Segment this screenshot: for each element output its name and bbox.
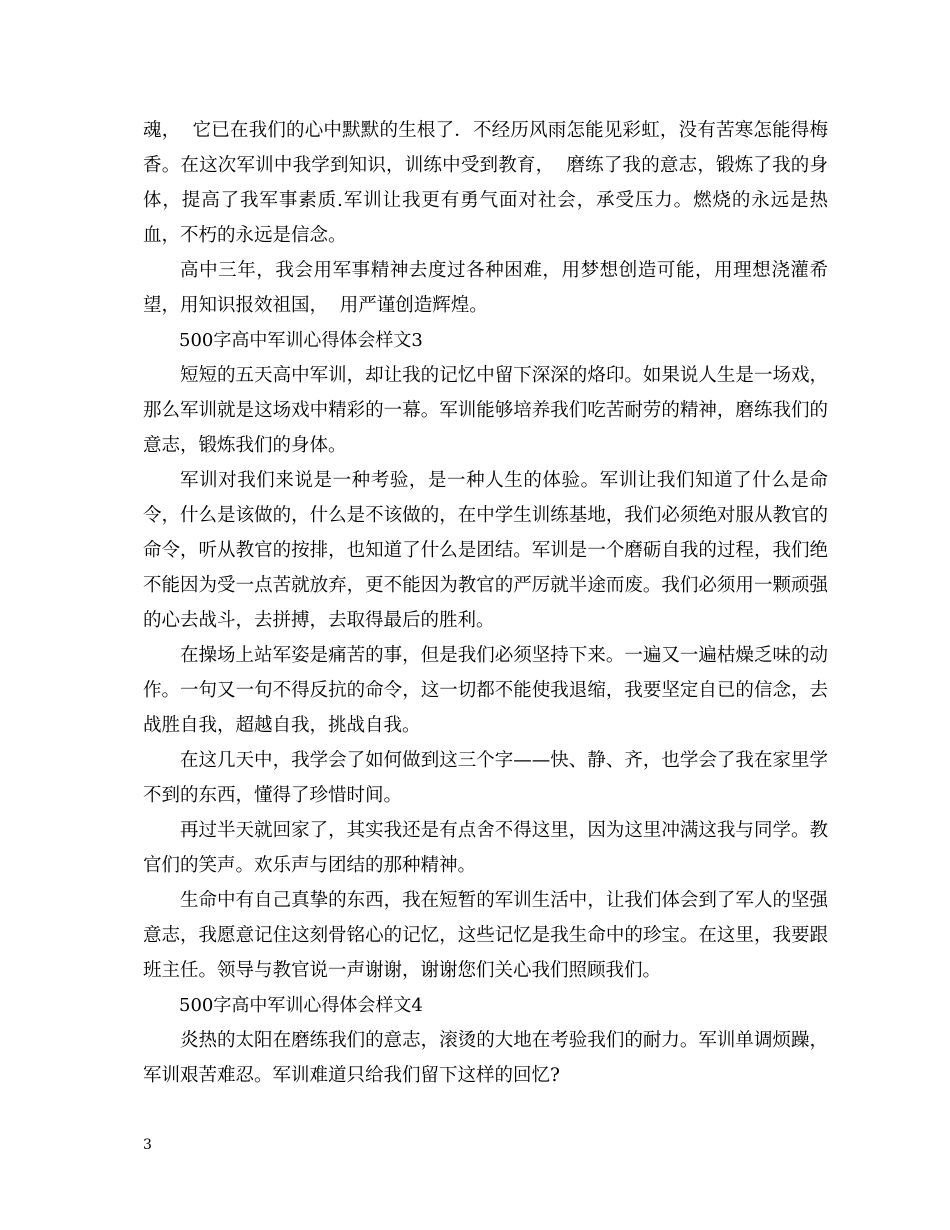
body-paragraph: 高中三年，我会用军事精神去度过各种困难，用梦想创造可能，用理想浇灌希望，用知识报效祖国， 用严谨创造辉煌。 <box>143 260 828 316</box>
body-paragraph: 在这几天中，我学会了如何做到这三个字——快、静、齐，也学会了我在家里学不到的东西，懂得了珍惜时间。 <box>143 750 828 806</box>
body-paragraph: 在操场上站军姿是痛苦的事，但是我们必须坚持下来。一遍又一遍枯燥乏味的动作。一句又一句不得反抗的命令，这一切都不能使我退缩，我要坚定自已的信念，去战胜自我，超越自我，挑战自我。 <box>143 645 828 736</box>
body-paragraph: 生命中有自己真挚的东西，我在短暂的军训生活中，让我们体会到了军人的坚强意志，我愿意记住这刻骨铭心的记忆，这些记忆是我生命中的珍宝。在这里，我要跟班主任。领导与教官说一声谢谢，谢谢您们关心我们照顾我们。 <box>143 890 828 981</box>
section-heading: 500字高中军训心得体会样文3 <box>179 330 423 351</box>
page-number: 3 <box>143 1137 152 1153</box>
body-paragraph: 再过半天就回家了，其实我还是有点舍不得这里，因为这里冲满这我与同学。教官们的笑声。欢乐声与团结的那种精神。 <box>143 820 828 876</box>
document-body <box>143 113 828 1093</box>
section-heading: 500字高中军训心得体会样文4 <box>179 995 423 1016</box>
body-paragraph: 炎热的太阳在磨练我们的意志，滚烫的大地在考验我们的耐力。军训单调烦躁，军训艰苦难忍。军训难道只给我们留下这样的回忆? <box>143 1030 828 1086</box>
body-paragraph: 军训对我们来说是一种考验，是一种人生的体验。军训让我们知道了什么是命令，什么是该做的，什么是不该做的，在中学生训练基地，我们必须绝对服从教官的命令，听从教官的按排，也知道了什么是团结。军训是一个磨砺自我的过程，我们绝不能因为受一点苦就放弃，更不能因为教官的严厉就半途而废。我们必须用一颗顽强的心去战斗，去拼搏，去取得最后的胜利。 <box>143 470 828 631</box>
body-paragraph: 短短的五天高中军训，却让我的记忆中留下深深的烙印。如果说人生是一场戏，那么军训就是这场戏中精彩的一幕。军训能够培养我们吃苦耐劳的精神，磨练我们的意志，锻炼我们的身体。 <box>143 365 828 456</box>
body-paragraph: 魂， 它已在我们的心中默默的生根了．不经历风雨怎能见彩虹，没有苦寒怎能得梅香。在这次军训中我学到知识，训练中受到教育， 磨练了我的意志，锻炼了我的身体，提高了我军事素质.军训让我更有勇气面对社会，承受压力。燃烧的永远是热血，不朽的永远是信念。 <box>143 120 828 246</box>
